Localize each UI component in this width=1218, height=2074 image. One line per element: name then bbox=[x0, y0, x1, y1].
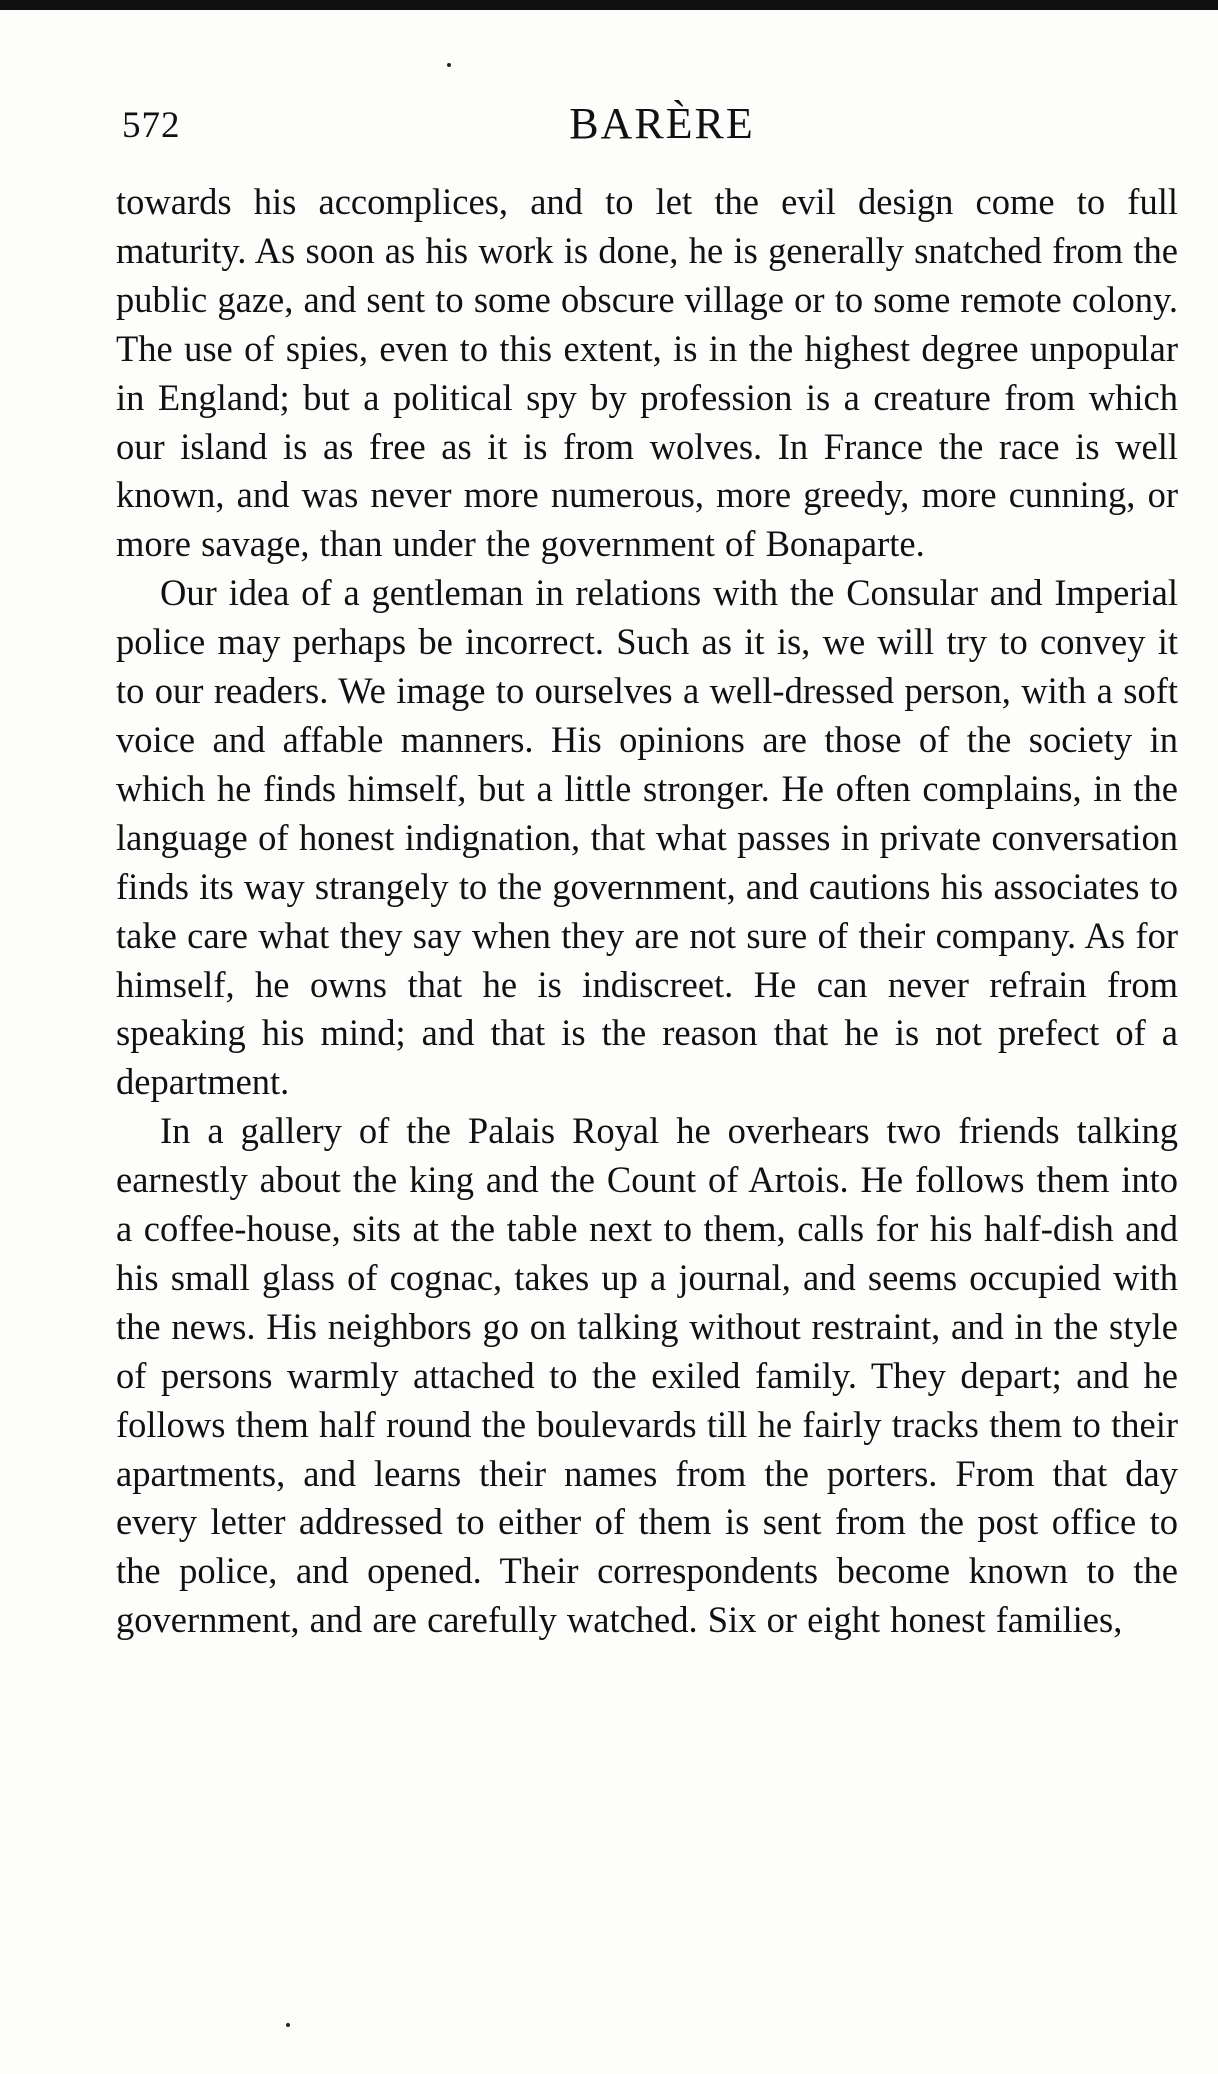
paragraph: In a gallery of the Palais Royal he overhears two friends talking earnestly about the king and the Count of Artois. He follows them into a coffee-house, sits at the table next to them, calls for his half-dish and his small glass of cognac, takes up a journal, and seems occupied with the news. His neighbors go on talking without restraint, and in the style of persons warmly attached to the exiled family. They depart; and he follows them half round the boulevards till he fairly tracks them to their apartments, and learns their names from the porters. From that day every letter addressed to either of them is sent from the post office to the police, and opened. Their correspondents become known to the government, and are carefully watched. Six or eight honest families, bbox=[116, 1110, 1178, 1641]
running-head: BARÈRE bbox=[569, 99, 755, 148]
paragraph: towards his accomplices, and to let the evil design come to full maturity. As soon as his work is done, he is generally snatched from the public gaze, and sent to some obscure village or to some remote colony. The use of spies, even to this extent, is in the highest degree unpopular in England; but a political spy by profession is a creature from which our island is as free as it is from wolves. In France the race is well known, and was never more numerous, more greedy, more cunning, or more savage, than under the government of Bonaparte. bbox=[116, 181, 1178, 565]
body-text bbox=[116, 178, 1178, 1645]
page-number: 572 bbox=[122, 105, 181, 146]
page-header bbox=[118, 98, 1176, 154]
top-border-rule bbox=[0, 0, 1218, 10]
paragraph: Our idea of a gentleman in relations with the Consular and Imperial police may perhaps be incorrect. Such as it is, we will try to convey it to our readers. We image to ourselves a well-dressed person, with a soft voice and affable manners. His opinions are those of the society in which he finds himself, but a little stronger. He often complains, in the language of honest indignation, that what passes in private conversation finds its way strangely to the government, and cautions his associates to take care what they say when they are not sure of their company. As for himself, he owns that he is indiscreet. He can never refrain from speaking his mind; and that is the reason that he is not prefect of a department. bbox=[116, 572, 1178, 1103]
print-speck bbox=[286, 2023, 290, 2027]
print-speck bbox=[447, 63, 451, 67]
